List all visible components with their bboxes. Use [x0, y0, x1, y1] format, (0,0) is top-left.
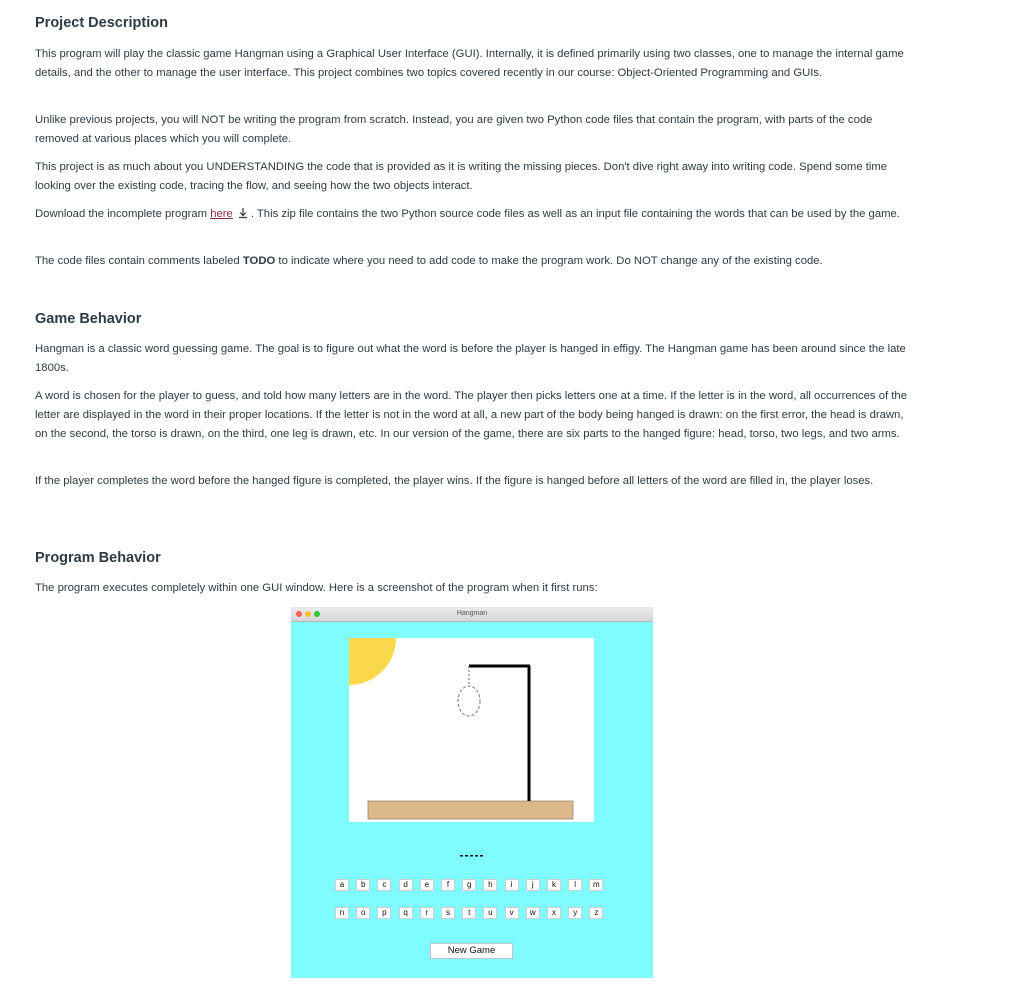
letter-button-e[interactable]: e: [420, 879, 434, 891]
window-titlebar: [291, 607, 653, 622]
letter-button-q[interactable]: q: [399, 907, 413, 919]
paragraph-text: to indicate where you need to add code to make the program work. Do NOT change any of the existing code.: [275, 255, 823, 267]
download-link[interactable]: here: [210, 208, 233, 220]
letter-button-g[interactable]: g: [462, 879, 476, 891]
letter-button-f[interactable]: f: [441, 879, 455, 891]
letter-button-y[interactable]: y: [568, 907, 582, 919]
letter-button-h[interactable]: h: [483, 879, 497, 891]
paragraph-text: The code files contain comments labeled: [35, 255, 243, 267]
letter-button-v[interactable]: v: [505, 907, 519, 919]
heading-program-behavior: Program Behavior: [35, 550, 161, 566]
letter-button-m[interactable]: m: [589, 879, 603, 891]
letter-button-k[interactable]: k: [547, 879, 561, 891]
heading-project-description: Project Description: [35, 15, 168, 31]
letter-button-l[interactable]: l: [568, 879, 582, 891]
download-icon[interactable]: [237, 207, 249, 226]
letter-button-a[interactable]: a: [335, 879, 349, 891]
paragraph-text: . This zip file contains the two Python source code files as well as an input file containing the words that can be used by the game.: [250, 208, 900, 220]
sun-icon: [349, 638, 396, 685]
word-blanks: -----: [459, 848, 485, 862]
paragraph-todo: [35, 252, 915, 271]
paragraph: A word is chosen for the player to guess, and told how many letters are in the word. The player then picks letters one at a time. If the letter is in the word, all occurrences of the letter are displayed in the word in their proper locations. If the letter is not in the word at all, a new part of the body being hanged is drawn: on the first error, the head is drawn, on the second, the torso is drawn, on the third, one leg is drawn, etc. In our version of the game, there are six parts to the hanged figure: head, torso, two legs, and two arms.: [35, 390, 907, 440]
hangman-window-screenshot: [291, 607, 653, 978]
letter-button-s[interactable]: s: [441, 907, 455, 919]
noose-icon: [458, 686, 480, 716]
letter-button-t[interactable]: t: [462, 907, 476, 919]
window-title: Hangman: [456, 610, 488, 617]
gallows-canvas: [349, 638, 594, 822]
letter-button-r[interactable]: r: [420, 907, 434, 919]
paragraph: If the player completes the word before the hanged figure is completed, the player wins. If the figure is hanged before all letters of the word are filled in, the player loses.: [35, 475, 874, 487]
letter-button-b[interactable]: b: [356, 879, 370, 891]
letter-button-w[interactable]: w: [526, 907, 540, 919]
paragraph: Unlike previous projects, you will NOT be writing the program from scratch. Instead, you are given two Python code files that contain the program, with parts of the code removed at various places which you will complete.: [35, 114, 873, 145]
letter-button-z[interactable]: z: [589, 907, 603, 919]
letter-button-x[interactable]: x: [547, 907, 561, 919]
letter-button-j[interactable]: j: [526, 879, 540, 891]
letter-button-c[interactable]: c: [377, 879, 391, 891]
paragraph-download: [35, 205, 915, 226]
paragraph: This project is as much about you UNDERSTANDING the code that is provided as it is writing the missing pieces. Don't dive right away into writing code. Spend some time looking over the existing code, tracing the flow, and seeing how the two objects interact.: [35, 161, 888, 192]
todo-label: TODO: [242, 255, 276, 267]
letter-button-i[interactable]: i: [505, 879, 519, 891]
gallows-platform: [368, 801, 573, 819]
paragraph-text: Download the incomplete program: [35, 208, 211, 220]
paragraph: Hangman is a classic word guessing game. The goal is to figure out what the word is before the player is hanged in effigy. The Hangman game has been around since the late 1800s.: [35, 343, 906, 374]
paragraph: This program will play the classic game Hangman using a Graphical User Interface (GUI). Internally, it is defined primarily using two classes, one to manage the internal game details, and the other to manage the user interface. This project combines two topics covered recently in our course: Object-Oriented Programming and GUIs.: [35, 48, 904, 79]
letter-button-n[interactable]: n: [335, 907, 349, 919]
letter-button-o[interactable]: o: [356, 907, 370, 919]
letter-button-d[interactable]: d: [399, 879, 413, 891]
letter-button-u[interactable]: u: [483, 907, 497, 919]
heading-game-behavior: Game Behavior: [35, 311, 142, 327]
paragraph: The program executes completely within one GUI window. Here is a screenshot of the program when it first runs:: [35, 582, 598, 594]
letter-button-p[interactable]: p: [377, 907, 391, 919]
new-game-button[interactable]: New Game: [430, 943, 513, 959]
